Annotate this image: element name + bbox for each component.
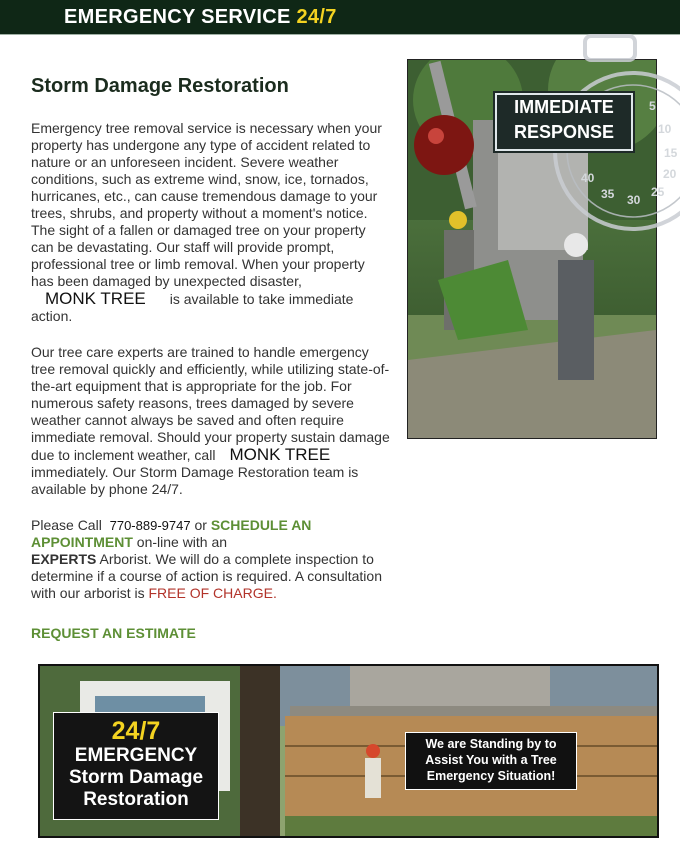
dial-number: 20	[663, 167, 677, 181]
emergency-word: EMERGENCY	[74, 745, 198, 766]
dial-number: 35	[601, 187, 615, 201]
intro-end-text: is available to take immediate action.	[31, 291, 354, 324]
badge-line-2: RESPONSE	[513, 122, 615, 142]
request-estimate-link[interactable]: REQUEST AN ESTIMATE	[31, 625, 196, 641]
dial-number: 40	[581, 171, 595, 185]
experts-end-text: immediately. Our Storm Damage Restoration team is available by phone 24/7.	[31, 464, 359, 497]
intro-text: Emergency tree removal service is necessary when your property has undergone any type of accident related to nature or an unforeseen incident. Severe weather conditions, such as extreme wind, snow, ice, tornados, hurricanes, etc., can cause tremendous damage to your trees, shrubs, and property without a moment's notice. The sight of a fallen or damaged tree on your property can be devastating. Our staff will provide prompt, professional tree or limb removal. When your property has been damaged by unexpected disaster,	[31, 120, 382, 289]
restoration-word: Restoration	[83, 789, 189, 810]
dial-number: 5	[649, 99, 656, 113]
dial-number: 25	[651, 185, 665, 199]
page-title: Storm Damage Restoration	[31, 75, 289, 97]
experts-label: EXPERTS	[31, 551, 97, 567]
header-title	[64, 6, 337, 29]
inspection-text: Arborist. We will do a complete inspection to determine if a course of action is required. A consultation with our arborist is	[31, 551, 382, 601]
schedule-appointment-link[interactable]: SCHEDULE AN APPOINTMENT	[31, 517, 312, 550]
standing-by-callout	[405, 732, 577, 790]
call-text: Please Call	[31, 517, 102, 533]
header-bar	[0, 0, 680, 35]
brand-name-2: MONK TREE	[229, 445, 331, 464]
standing-line-3: Emergency Situation!	[426, 769, 556, 783]
emergency-24-7-label	[53, 712, 219, 820]
experts-text: Our tree care experts are trained to handle emergency tree removal quickly and efficiently, while utilizing state-of-the-art equipment that is appropriate for the job. For numerous safety reasons, trees damaged by severe weather cannot always be saved and often require immediate removal. Should your property sustain damage due to inclement weather, call	[31, 344, 390, 463]
header-title-accent: 24/7	[296, 6, 337, 28]
dial-number: 10	[658, 122, 672, 136]
online-text: on-line with an	[136, 534, 228, 550]
call-paragraph	[31, 517, 391, 602]
brand-name: MONK TREE	[45, 289, 146, 308]
dial-number: 30	[627, 193, 641, 207]
standing-line-1: We are Standing by to	[425, 737, 557, 751]
or-text: or	[194, 517, 207, 533]
badge-line-1: IMMEDIATE	[514, 97, 614, 117]
dial-number: 15	[664, 146, 678, 160]
intro-paragraph	[31, 120, 391, 325]
header-title-main: EMERGENCY SERVICE	[64, 6, 297, 28]
standing-line-2: Assist You with a Tree	[425, 753, 557, 767]
immediate-response-badge	[495, 93, 633, 151]
free-of-charge: FREE OF CHARGE.	[148, 585, 277, 601]
experts-paragraph	[31, 344, 391, 498]
storm-damage-word: Storm Damage	[68, 767, 204, 788]
emergency-hours: 24/7	[111, 717, 161, 745]
phone-number[interactable]: 770-889-9747	[109, 518, 191, 533]
